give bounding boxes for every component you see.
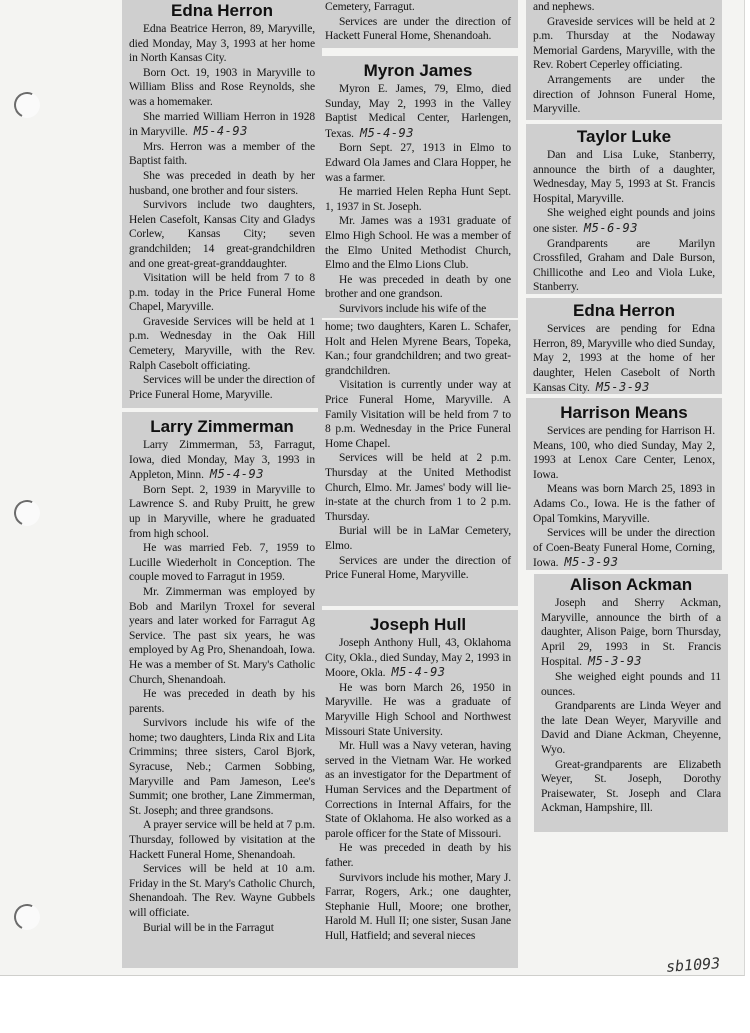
paragraph: Grandparents are Marilyn Crossfiled, Graham and Dale Burson, Chillicothe and Leo and Viola Luke, Stanberry.	[533, 237, 715, 294]
obituary-joseph-hull-continued	[526, 0, 722, 120]
paragraph: Graveside services will be held at 2 p.m. Thursday at the Nodaway Memorial Gardens, Maryville, with the Rev. Robert Ceperley officiating.	[533, 15, 715, 72]
paragraph: He was preceded in death by one brother and one grandson.	[325, 273, 511, 301]
paragraph-text: She married William Herron in 1928 in Maryville.	[129, 110, 315, 139]
paragraph: He was preceded in death by his parents.	[129, 688, 315, 715]
paragraph: Burial will be in LaMar Cemetery, Elmo.	[325, 525, 511, 552]
paragraph: She was preceded in death by her husband, one brother and four sisters.	[129, 169, 315, 197]
paragraph: Survivors include his wife of the home; two daughters, Linda Rix and Lita Crimmins; three sisters, Carol Bjork, Syracuse, Neb.; Carmen Sobbing, Maryville and Pam Jameson, Lee's Summit; one brother, Lane Zimmerman, St. Joseph; and three grandsons.	[129, 717, 315, 817]
handwritten-date: M5-4-93	[193, 124, 248, 139]
handwritten-date: M5-4-93	[359, 125, 415, 140]
clipping-title: Larry Zimmerman	[150, 417, 294, 436]
paragraph: Graveside Services will be held at 1 p.m. Wednesday in the Oak Hill Cemetery, Maryville, with the Rev. Ralph Casebolt officiating.	[129, 315, 315, 372]
notice-edna-herron-pending	[526, 298, 722, 394]
paragraph: Edna Beatrice Herron, 89, Maryville, died Monday, May 3, 1993 at her home in North Kansas City.	[129, 23, 315, 65]
paragraph: Services are under the direction of Hackett Funeral Home, Shenandoah.	[325, 15, 511, 43]
handwritten-date: M5-3-93	[564, 555, 619, 570]
paragraph	[533, 322, 715, 394]
paragraph: Means was born March 25, 1893 in Adams Co., Iowa. He is the father of Opal Tomkins, Maryville.	[533, 483, 715, 525]
paragraph: Arrangements are under the direction of Johnson Funeral Home, Maryville.	[533, 73, 715, 116]
paragraph: Cemetery, Farragut.	[325, 1, 415, 13]
paragraph: Services will be under the direction of Price Funeral Home, Maryville.	[129, 374, 315, 401]
paragraph	[533, 206, 715, 236]
paragraph: Survivors include two daughters, Helen Casefolt, Kansas City and Gladys Corlew, Kansas City; seven grandchilden; 14 great-grandchildren and one great-great-granddaughter.	[129, 199, 315, 270]
paragraph: Born Sept. 27, 1913 in Elmo to Edward Ola James and Clara Hopper, he was a farmer.	[325, 142, 511, 184]
clipping-title: Edna Herron	[170, 1, 274, 20]
paragraph: He was born March 26, 1950 in Maryville. He was a graduate of Maryville High School and Northwest Missouri State University.	[325, 681, 511, 738]
paragraph: Services are under the direction of Price Funeral Home, Maryville.	[325, 554, 511, 582]
handwritten-date: M5-4-93	[391, 665, 446, 680]
paragraph	[129, 110, 315, 140]
paragraph: Survivors include his mother, Mary J. Farrar, Rogers, Ark.; one daughter, Stephanie Hull, Moore; one brother, Harold M. Hull II; one sister, Susan Jane Hull, Hatfield; and several nieces	[325, 871, 511, 942]
paragraph-text: Joseph Anthony Hull, 43, Oklahoma City, Okla., died Sunday, May 2, 1993 in Moore, Okla.	[325, 637, 511, 680]
paragraph: Born Sept. 2, 1939 in Maryville to Lawrence S. and Ruby Pruitt, he grew up in Maryville, where he graduated from high school.	[129, 483, 315, 540]
paragraph: and nephews.	[533, 1, 595, 13]
paragraph	[325, 82, 511, 141]
binder-hole	[10, 88, 43, 121]
paragraph: She weighed eight pounds and 11 ounces.	[541, 670, 721, 698]
paragraph: Mr. Hull was a Navy veteran, having served in the Vietnam War. He worked as an investigator for the Department of Human Services and the Department of Corrections in Internal Affairs, for the State of Oklahoma. He also worked as a parole officer for the State of Missouri.	[325, 740, 511, 840]
paragraph-text: Services will be under the direction of Coen-Beaty Funeral Home, Corning, Iowa.	[533, 527, 715, 570]
paragraph: home; two daughters, Karen L. Schafer, Holt and Helen Myrene Bears, Topeka, Kan.; four grandchildren; and two great-grandchildren.	[325, 321, 511, 377]
obituary-myron-james	[318, 56, 518, 318]
paragraph: A prayer service will be held at 7 p.m. Thursday, followed by visitation at the Hackett Funeral Home, Shenandoah.	[129, 819, 315, 861]
birth-notice-alison-ackman	[534, 574, 728, 832]
paragraph: Survivors include his wife of the	[339, 302, 487, 315]
paragraph-text: Joseph and Sherry Ackman, Maryville, announce the birth of a daughter, Alison Paige, born Thursday, April 29, 1993 in St. Francis Hospital.	[541, 597, 721, 669]
clipping-title: Edna Herron	[572, 301, 676, 320]
obituary-myron-james-continued	[318, 320, 518, 606]
notice-harrison-means	[526, 398, 722, 570]
paragraph: Mrs. Herron was a member of the Baptist faith.	[129, 140, 315, 168]
clipping-title: Harrison Means	[560, 403, 688, 422]
paragraph: Born Oct. 19, 1903 in Maryville to William Bliss and Rose Reynolds, she was a homemaker.	[129, 66, 315, 108]
clipping-title: Taylor Luke	[576, 127, 672, 146]
obituary-larry-zimmerman-continued	[318, 0, 518, 48]
paragraph: Visitation will be held from 7 to 8 p.m. today in the Price Funeral Home Chapel, Maryville.	[129, 272, 315, 314]
paragraph	[541, 596, 721, 670]
paragraph: Mr. James was a 1931 graduate of Elmo High School. He was a member of the Elmo United Methodist Church, Elmo and the Elmo Lions Club.	[325, 215, 511, 272]
paragraph: Great-grandparents are Elizabeth Weyer, St. Joseph, Dorothy Praisewater, St. Joseph and Clara Ackman, Hampshire, Ill.	[541, 758, 721, 815]
paragraph-text: Myron E. James, 79, Elmo, died Sunday, May 2, 1993 in the Valley Baptist Medical Center, Harlengen, Texas.	[325, 83, 511, 140]
paragraph	[325, 636, 511, 681]
handwritten-date: M5-4-93	[209, 467, 264, 482]
paragraph: Services are pending for Harrison H. Means, 100, who died Sunday, May 2, 1993 at Lenox Care Center, Lenox, Iowa.	[533, 425, 715, 481]
handwritten-page-code: sb1093	[665, 954, 721, 976]
obituary-joseph-hull	[318, 610, 518, 968]
paragraph: He was preceded in death by his father.	[325, 842, 511, 869]
paragraph: Services will be held at 10 a.m. Friday in the St. Mary's Catholic Church, Shenandoah. The Rev. Wayne Gubbels will officiate.	[129, 863, 315, 919]
birth-notice-taylor-luke	[526, 124, 722, 294]
paragraph: Dan and Lisa Luke, Stanberry, announce the birth of a daughter, Wednesday, May 5, 1993 at St. Francis Hospital, Maryville.	[533, 149, 715, 205]
obituary-larry-zimmerman	[122, 412, 322, 968]
clipping-title: Alison Ackman	[569, 575, 693, 594]
paragraph: Mr. Zimmerman was employed by Bob and Marilyn Troxel for several years and later worked for Farragut Ag Service. The past six years, he was employed by Ag Pro, Shenandoah, Iowa. He was a member of St. Mary's Catholic Church, Shenandoah.	[129, 585, 315, 686]
binder-hole	[10, 496, 43, 529]
paragraph: Services will be held at 2 p.m. Thursday at the United Methodist Church, Elmo. Mr. James' body will lie-in-state at the church from 1 to 2 p.m. Thursday.	[325, 452, 511, 523]
paragraph: Grandparents are Linda Weyer and the late Dean Weyer, Maryville and David and Diane Ackman, Cheyenne, Wyo.	[541, 700, 721, 756]
paragraph	[129, 438, 315, 483]
obituary-edna-herron	[122, 0, 322, 408]
paragraph-text: Larry Zimmerman, 53, Farragut, Iowa, died Monday, May 3, 1993 in Appleton, Minn.	[129, 439, 315, 482]
paragraph: He married Helen Repha Hunt Sept. 1, 1937 in St. Joseph.	[325, 186, 511, 213]
paragraph: He was married Feb. 7, 1959 to Lucille Wiederholt in Conception. The couple moved to Farragut in 1959.	[129, 542, 315, 584]
clipping-title: Joseph Hull	[369, 615, 467, 634]
paragraph	[533, 526, 715, 570]
handwritten-date: M5-3-93	[587, 654, 643, 669]
paragraph-text: She weighed eight pounds and joins one sister.	[533, 207, 715, 235]
paragraph-text: Services are pending for Edna Herron, 89, Maryville who died Sunday, May 2, 1993 at the home of her daughter, Helen Casebolt of North Kansas City.	[533, 323, 715, 394]
paragraph: Burial will be in the Farragut	[143, 921, 274, 934]
handwritten-date: M5-3-93	[595, 380, 650, 394]
binder-hole	[10, 900, 43, 933]
paragraph: Visitation is currently under way at Price Funeral Home, Maryville. A Family Visitation will be held from 7 to 8 p.m. Wednesday in the Price Funeral Home Chapel.	[325, 379, 511, 450]
handwritten-date: M5-6-93	[583, 220, 638, 235]
clipping-title: Myron James	[363, 61, 473, 80]
